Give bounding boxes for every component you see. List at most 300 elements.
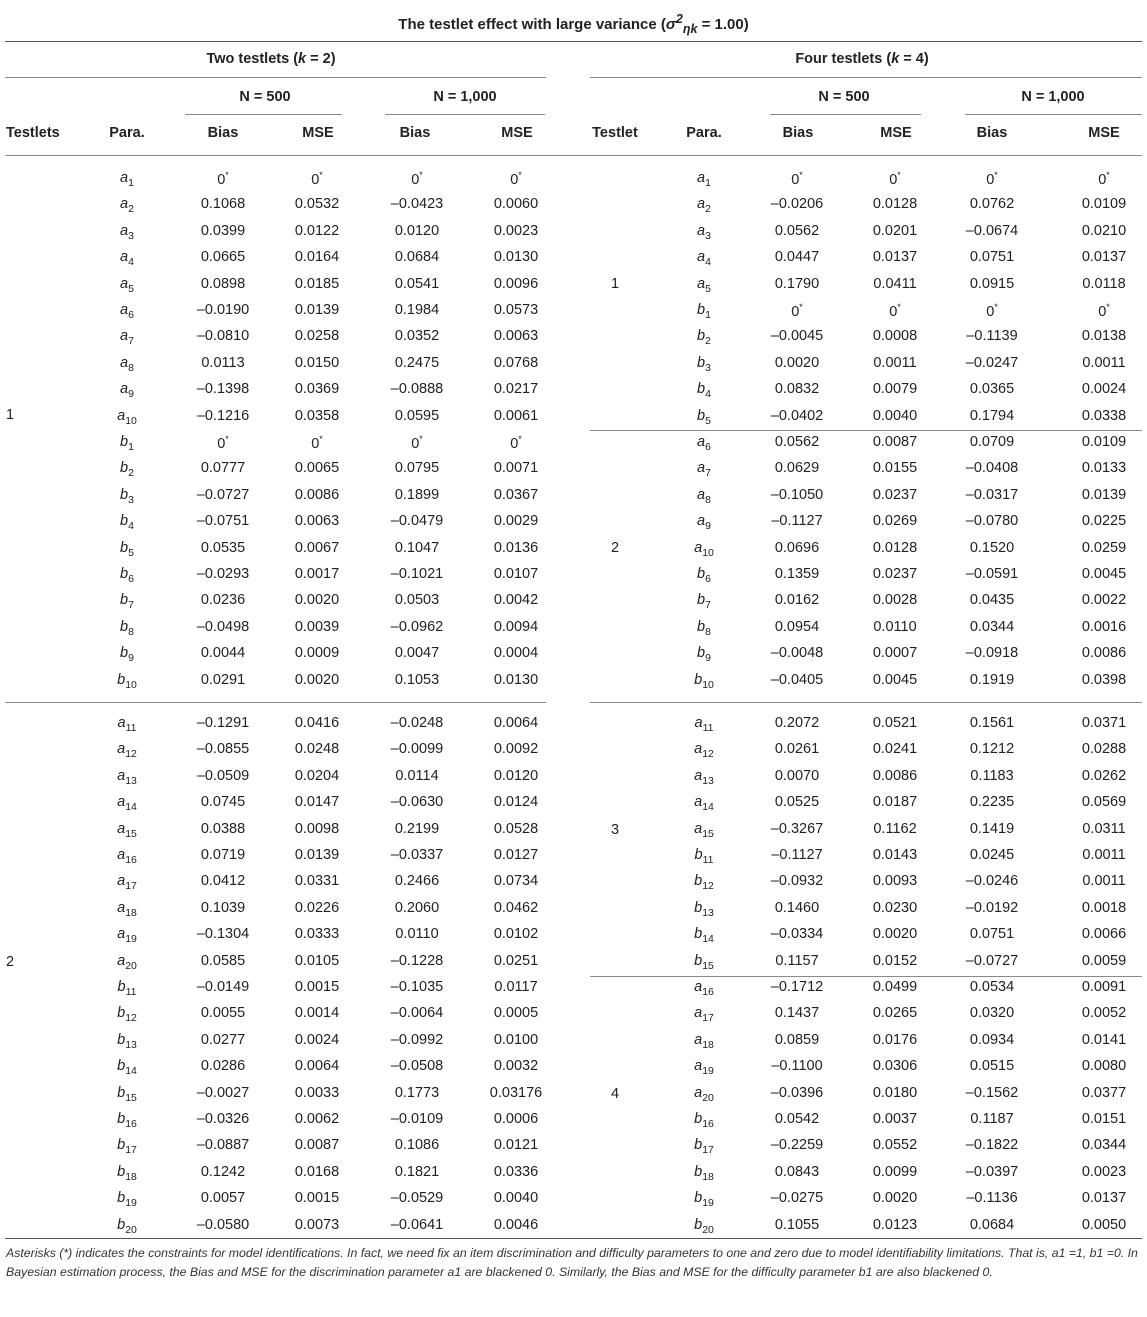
left-panel-header [196, 51, 346, 67]
param-index: 5 [705, 282, 711, 295]
mse-500-cell: 0.0128 [872, 196, 918, 213]
mse-1000-cell: 0.0096 [493, 275, 539, 292]
bias-1000-cell: 0.0120 [394, 222, 440, 239]
param-letter: a [697, 513, 706, 530]
param-letter: b [697, 592, 706, 609]
param-label [674, 1137, 734, 1156]
param-letter: b [120, 460, 129, 477]
param-index: 10 [702, 678, 714, 691]
bias-500-cell: 0.2072 [774, 715, 820, 731]
mse-1000-cell: 0.0080 [1081, 1058, 1127, 1075]
mse-500-cell: 0.0007 [872, 645, 918, 662]
mse-1000-cell: 0.0050 [1081, 1216, 1127, 1233]
param-index: 2 [705, 335, 711, 348]
param-index: 3 [128, 493, 134, 506]
bias-1000-cell: 0.1053 [394, 671, 440, 688]
mse-500-cell: 0.0226 [294, 899, 340, 916]
param-label [97, 196, 157, 215]
param-letter: a [694, 1084, 703, 1101]
param-index: 18 [702, 1170, 714, 1183]
mse-500-cell: 0.0014 [294, 1005, 340, 1022]
bias-500-cell: –0.1100 [771, 1058, 823, 1075]
param-index: 1 [705, 176, 711, 189]
param-label [97, 821, 157, 840]
bias-500-cell: –0.1712 [770, 979, 824, 995]
mse-1000-cell: 0.0091 [1081, 979, 1127, 995]
bias-500-cell: 0.0236 [200, 592, 246, 609]
param-letter: b [697, 328, 706, 345]
param-label [97, 1111, 157, 1130]
param-label [674, 223, 734, 242]
bias-500-cell: 0.0286 [200, 1058, 246, 1075]
mse-500-cell: 0.0143 [872, 847, 918, 863]
left-panel-k-val: = 2) [306, 51, 336, 67]
param-index: 10 [702, 546, 714, 559]
mse-500-cell: 0.0011 [873, 354, 917, 371]
param-label [674, 276, 734, 295]
mse-500-cell: 0.0499 [872, 979, 918, 995]
bias-500-cell: –0.0293 [196, 566, 250, 582]
mse-1000-cell: 0.0344 [1081, 1137, 1127, 1154]
param-label [674, 619, 734, 638]
param-index: 8 [705, 493, 711, 506]
bias-1000-cell: 0.1984 [394, 302, 440, 318]
left-panel-k: k [298, 51, 307, 67]
mse-1000-cell: 0.0052 [1081, 1005, 1127, 1022]
param-label [97, 1137, 157, 1156]
bias-500-cell: 0.0055 [200, 1005, 246, 1022]
param-index: 19 [125, 1197, 137, 1210]
mse-500-cell: 0.0150 [294, 354, 340, 371]
mse-500-cell: 0.0093 [872, 873, 918, 890]
param-letter: a [694, 979, 703, 995]
param-index: 13 [702, 774, 714, 787]
table-title [0, 8, 1147, 40]
mse-500-cell: 0.1162 [873, 820, 917, 837]
param-label [674, 847, 734, 866]
mse-1000-cell: 0.0251 [493, 952, 539, 969]
bias-500-cell: 0.0665 [200, 249, 246, 266]
bias-1000-cell: 0.1520 [969, 539, 1015, 556]
param-label [674, 794, 734, 813]
param-label [674, 1190, 734, 1209]
mse-500-cell: 0.0020 [872, 926, 918, 943]
mse-500-cell: 0.0045 [872, 671, 918, 688]
param-label [674, 1217, 734, 1236]
right-panel-label: Four testlets ( [795, 51, 892, 67]
bias-500-cell: –0.0027 [196, 1084, 250, 1101]
param-letter: b [694, 1190, 703, 1207]
param-letter: a [117, 926, 126, 943]
param-index: 20 [702, 1223, 714, 1236]
param-letter: a [120, 170, 129, 186]
right-testlet-col: Testlet [592, 125, 638, 141]
param-index: 9 [705, 652, 711, 665]
bias-500-cell: 0.1242 [200, 1163, 246, 1180]
bias-1000-cell: 0.2466 [394, 873, 440, 890]
param-label [97, 741, 157, 760]
bias-500-cell: 0.0162 [774, 592, 820, 609]
param-label [674, 355, 734, 374]
param-label [97, 381, 157, 400]
mse-1000-cell: 0.0210 [1081, 222, 1127, 239]
param-label [97, 408, 157, 427]
mse-1000-cell: 0.0225 [1081, 513, 1127, 530]
param-letter: b [117, 1058, 126, 1075]
table-footnote: Asterisks (*) indicates the constraints for model identifications. In fact, we need fix an item discrimination and difficulty parameters to one and zero due to model identifiability limitations. That is, a1 =1, b1 =0. In Bayesian estimation process, the Bias and MSE for the discrimination parameter a1 are blackened 0. Similarly, the Bias and MSE for the difficulty parameter b1 are also blackened 0. [6, 1246, 1138, 1279]
param-label [674, 1058, 734, 1077]
param-letter: a [697, 196, 706, 213]
mse-500-cell: 0.0204 [294, 767, 340, 784]
param-index: 5 [705, 414, 711, 427]
mse-500-cell: 0.0237 [872, 566, 918, 582]
param-label [674, 592, 734, 611]
title-sub: ηk [682, 22, 698, 36]
bias-500-cell: 0.0719 [200, 847, 246, 863]
mse-1000-cell: 0.0462 [493, 899, 539, 916]
param-letter: a [117, 794, 126, 811]
bias-500-cell: 0.0447 [774, 249, 820, 266]
param-index: 14 [125, 1065, 137, 1078]
bias-500-cell: 0.1437 [774, 1005, 820, 1022]
bias-500-cell: 0.1790 [774, 275, 820, 292]
mse-500-cell: 0.0139 [294, 847, 340, 863]
param-index: 16 [125, 853, 137, 866]
mse-500-cell: 0.0369 [294, 381, 340, 398]
param-label [97, 1190, 157, 1209]
mse-1000-cell: 0.0023 [493, 222, 539, 239]
param-label [97, 566, 157, 585]
param-letter: b [697, 381, 706, 398]
param-label [674, 1111, 734, 1130]
bias-500-cell: –0.0206 [770, 196, 824, 213]
bias-500-cell: –0.0727 [196, 486, 250, 503]
right-panel-rule [590, 77, 1142, 78]
param-label [97, 873, 157, 892]
title-text: The testlet effect with large variance ( [398, 16, 666, 33]
param-letter: b [120, 513, 129, 530]
bias-500-cell: –0.0498 [196, 618, 250, 635]
param-letter: a [697, 275, 706, 292]
bias-1000-cell: –0.1021 [390, 566, 444, 582]
param-letter: a [694, 1005, 703, 1022]
mse-1000-cell: 0.0102 [493, 926, 539, 943]
mse-500-cell: 0* [889, 302, 901, 320]
bias-500-cell: 0.0277 [200, 1031, 246, 1048]
mse-500-cell: 0.0265 [872, 1005, 918, 1022]
param-letter: a [117, 767, 126, 784]
param-index: 10 [125, 678, 137, 691]
mse-500-cell: 0.0306 [872, 1058, 918, 1075]
mse-1000-cell: 0.0100 [493, 1031, 539, 1048]
mse-500-cell: 0.0333 [294, 926, 340, 943]
param-index: 9 [705, 520, 711, 533]
mse-500-cell: 0.0147 [294, 794, 340, 811]
param-letter: b [697, 407, 706, 424]
param-letter: a [120, 328, 129, 345]
bias-500-cell: –0.0396 [770, 1084, 824, 1101]
bias-500-cell: 0.0898 [200, 275, 246, 292]
bias-1000-cell: 0.2060 [394, 899, 440, 916]
header-bottom-rule [5, 155, 1142, 156]
param-label [674, 715, 734, 734]
mse-1000-cell: 0.0311 [1082, 820, 1126, 837]
param-index: 18 [125, 906, 137, 919]
param-letter: b [694, 847, 703, 863]
mse-1000-cell: 0.0151 [1081, 1111, 1127, 1127]
param-label [674, 645, 734, 664]
mse-1000-cell: 0.0045 [1081, 566, 1127, 582]
mse-1000-cell: 0.0398 [1081, 671, 1127, 688]
bias-1000-cell: 0.0110 [395, 926, 439, 943]
param-letter: b [117, 979, 126, 995]
mse-500-cell: 0.0152 [872, 952, 918, 969]
bias-1000-cell: 0.0541 [394, 275, 440, 292]
bias-1000-cell: 0.0365 [969, 381, 1015, 398]
bias-1000-cell: 0.0751 [969, 926, 1015, 943]
mse-500-cell: 0.0248 [294, 741, 340, 758]
mse-1000-cell: 0.0217 [493, 381, 539, 398]
bias-1000-cell: 0.0503 [394, 592, 440, 609]
left-panel-rule [5, 77, 546, 78]
mse-500-cell: 0.0185 [294, 275, 340, 292]
param-index: 3 [705, 361, 711, 374]
param-index: 15 [125, 827, 137, 840]
mse-500-cell: 0.0033 [294, 1084, 340, 1101]
bias-500-cell: –0.0887 [196, 1137, 250, 1154]
bias-1000-cell: –0.0508 [390, 1058, 444, 1075]
mse-500-cell: 0.0079 [872, 381, 918, 398]
param-index: 19 [702, 1197, 714, 1210]
mse-1000-cell: 0.0064 [493, 715, 539, 731]
mse-500-cell: 0.0358 [294, 407, 340, 424]
mse-1000-cell: 0.0107 [493, 566, 539, 582]
bias-1000-cell: –0.0641 [390, 1216, 444, 1233]
param-label [674, 768, 734, 787]
bias-1000-cell: –0.0479 [390, 513, 444, 530]
param-label [674, 953, 734, 972]
param-label [674, 249, 734, 268]
title-sigma: σ [665, 16, 676, 33]
param-index: 11 [125, 721, 137, 734]
bias-500-cell: 0.0388 [200, 820, 246, 837]
param-index: 17 [702, 1144, 714, 1157]
param-index: 16 [702, 1117, 714, 1130]
bias-1000-cell: 0.1047 [394, 539, 440, 556]
bias-1000-cell: 0.1899 [394, 486, 440, 503]
param-letter: b [694, 926, 703, 943]
mse-500-cell: 0.0087 [872, 434, 918, 450]
left-n500-header: N = 500 [239, 89, 291, 105]
bias-500-cell: 0.0535 [200, 539, 246, 556]
mse-1000-cell: 0* [510, 170, 522, 188]
param-letter: b [117, 671, 126, 688]
mse-500-cell: 0.0552 [872, 1137, 918, 1154]
param-letter: a [117, 741, 126, 758]
title-suffix: = 1.00) [697, 16, 749, 33]
bias-1000-cell: 0.1821 [394, 1163, 440, 1180]
mse-500-cell: 0.0241 [872, 741, 918, 758]
param-letter: b [694, 1137, 703, 1154]
left-n1000-header: N = 1,000 [433, 89, 497, 105]
bias-500-cell: 0.0832 [774, 381, 820, 398]
mse-1000-cell: 0.0734 [493, 873, 539, 890]
param-index: 4 [128, 520, 134, 533]
param-index: 7 [128, 599, 134, 612]
bias-500-cell: –0.1291 [196, 715, 250, 731]
param-index: 19 [125, 933, 137, 946]
bias-1000-cell: –0.0780 [965, 513, 1019, 530]
mse-1000-cell: 0.0011 [1082, 873, 1126, 890]
bias-500-cell: 0.1039 [200, 899, 246, 916]
mse-1000-cell: 0.0042 [493, 592, 539, 609]
param-index: 7 [705, 599, 711, 612]
param-letter: b [117, 1163, 126, 1180]
param-letter: a [694, 1058, 703, 1075]
left-n1000-rule [385, 114, 545, 115]
param-label [97, 847, 157, 866]
bias-1000-cell: 0.0320 [969, 1005, 1015, 1022]
param-label [674, 873, 734, 892]
mse-1000-cell: 0.0032 [493, 1058, 539, 1075]
param-label [97, 276, 157, 295]
mse-500-cell: 0.0411 [873, 275, 917, 292]
mse-1000-cell: 0.0259 [1081, 539, 1127, 556]
param-index: 12 [702, 748, 714, 761]
param-label [674, 821, 734, 840]
param-letter: a [697, 222, 706, 239]
bias-1000-cell: 0.0915 [969, 275, 1015, 292]
param-label [674, 979, 734, 998]
mse-1000-cell: 0.0109 [1081, 434, 1127, 450]
bias-1000-cell: 0.0344 [969, 618, 1015, 635]
param-letter: b [694, 952, 703, 969]
param-index: 18 [702, 1038, 714, 1051]
param-letter: a [694, 794, 703, 811]
right-group-separator [590, 702, 1142, 703]
param-letter: a [120, 275, 129, 292]
mse-500-cell: 0.0123 [872, 1216, 918, 1233]
mse-500-cell: 0.0020 [872, 1190, 918, 1207]
right-group-label: 4 [611, 1086, 620, 1102]
param-label [97, 592, 157, 611]
param-letter: b [120, 592, 129, 609]
param-label [97, 355, 157, 374]
mse-500-cell: 0.0067 [294, 539, 340, 556]
bias-500-cell: –0.0580 [196, 1216, 250, 1233]
right-mse-col-1000: MSE [1088, 125, 1120, 141]
bias-1000-cell: 0.1212 [969, 741, 1015, 758]
bias-1000-cell: 0.1561 [969, 715, 1015, 731]
mse-1000-cell: 0.0092 [493, 741, 539, 758]
bias-500-cell: –0.0405 [770, 671, 824, 688]
param-index: 11 [702, 721, 714, 734]
bias-1000-cell: 0.1919 [969, 671, 1015, 688]
param-letter: b [694, 1163, 703, 1180]
bias-1000-cell: 0.0047 [394, 645, 440, 662]
bias-1000-cell: 0.0684 [394, 249, 440, 266]
bias-1000-cell: 0.0245 [969, 847, 1015, 863]
mse-1000-cell: 0.0371 [1081, 715, 1127, 731]
param-label [97, 645, 157, 664]
top-rule [5, 41, 1142, 42]
mse-500-cell: 0.0180 [872, 1084, 918, 1101]
param-index: 17 [702, 1012, 714, 1025]
param-letter: b [117, 1084, 126, 1101]
param-label [97, 513, 157, 532]
param-letter: a [120, 381, 129, 398]
param-letter: a [120, 354, 129, 371]
bias-1000-cell: 0.0114 [395, 767, 439, 784]
mse-500-cell: 0.0099 [872, 1163, 918, 1180]
param-letter: b [694, 1111, 703, 1127]
bias-500-cell: 0.0261 [774, 741, 820, 758]
mse-500-cell: 0.0237 [872, 486, 918, 503]
mse-500-cell: 0.0164 [294, 249, 340, 266]
mse-1000-cell: 0.0016 [1081, 618, 1127, 635]
left-n500-rule [185, 114, 342, 115]
param-label [674, 513, 734, 532]
bias-500-cell: –0.1304 [196, 926, 250, 943]
mse-1000-cell: 0.0288 [1081, 741, 1127, 758]
title-sup: 2 [675, 12, 683, 26]
mse-500-cell: 0.0122 [294, 222, 340, 239]
param-label [97, 794, 157, 813]
mse-1000-cell: 0.0367 [493, 486, 539, 503]
param-letter: a [120, 196, 129, 213]
param-label [674, 566, 734, 585]
right-panel-k: k [891, 51, 900, 67]
param-letter: b [117, 1111, 126, 1127]
mse-1000-cell: 0.0066 [1081, 926, 1127, 943]
bias-500-cell: 0.0954 [774, 618, 820, 635]
right-n500-rule [770, 114, 921, 115]
param-letter: a [117, 952, 126, 969]
right-group-separator [590, 430, 1142, 431]
left-panel-label: Two testlets ( [206, 51, 299, 67]
param-label [97, 170, 157, 189]
param-label [97, 1005, 157, 1024]
param-index: 8 [128, 361, 134, 374]
param-letter: a [117, 873, 126, 890]
right-n1000-rule [965, 114, 1142, 115]
mse-500-cell: 0.0086 [872, 767, 918, 784]
bias-1000-cell: 0.2475 [394, 354, 440, 371]
param-label [674, 1085, 734, 1104]
bias-1000-cell: –0.1562 [965, 1084, 1019, 1101]
bias-1000-cell: 0* [411, 170, 423, 188]
param-letter: b [697, 645, 706, 662]
param-letter: a [697, 460, 706, 477]
bias-1000-cell: –0.0192 [965, 899, 1019, 916]
param-label [97, 328, 157, 347]
param-index: 5 [128, 282, 134, 295]
bias-500-cell: –0.1127 [771, 847, 823, 863]
param-label [97, 1058, 157, 1077]
mse-1000-cell: 0.0024 [1081, 381, 1127, 398]
mse-1000-cell: 0.0569 [1081, 794, 1127, 811]
param-label [97, 619, 157, 638]
param-index: 13 [702, 906, 714, 919]
param-label [97, 487, 157, 506]
param-index: 6 [128, 572, 134, 585]
param-letter: b [117, 1190, 126, 1207]
param-label [674, 672, 734, 691]
param-letter: b [120, 486, 129, 503]
mse-1000-cell: 0.0011 [1082, 847, 1126, 863]
bias-1000-cell: 0.0595 [394, 407, 440, 424]
bias-500-cell: 0.0542 [774, 1111, 820, 1127]
